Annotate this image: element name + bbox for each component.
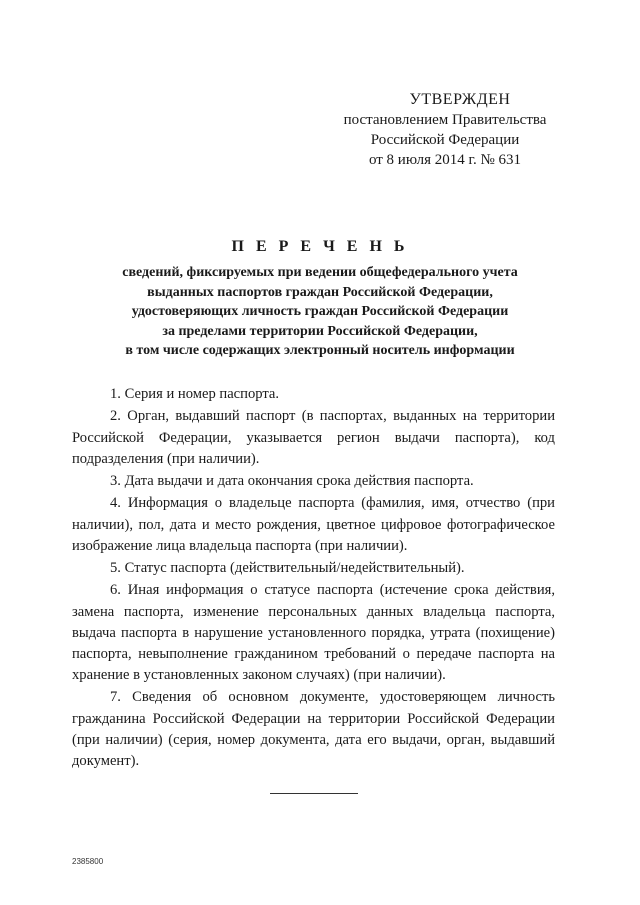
document-number: 2385800 xyxy=(72,857,104,866)
document-title: П Е Р Е Ч Е Н Ь xyxy=(231,238,409,255)
approval-line: Российской Федерации xyxy=(370,132,520,148)
list-item: 1. Серия и номер паспорта. xyxy=(110,386,280,402)
approval-line: постановлением Правительства xyxy=(343,112,547,128)
subtitle-line: в том числе содержащих электронный носитель информации xyxy=(125,343,515,358)
subtitle-line: выданных паспортов граждан Российской Федерации, xyxy=(147,284,493,300)
approval-stamp: УТВЕРЖДЕН xyxy=(409,91,511,108)
list-item: 4. Информация о владельце паспорта (фамилия, имя, отчество (при наличии), пол, дата и место рождения, цветное цифровое фотографическое изображение лица владельца паспорта (при наличии). xyxy=(72,495,555,554)
subtitle-line: за пределами территории Российской Федерации, xyxy=(162,323,478,339)
list-item: 7. Сведения об основном документе, удостоверяющем личность гражданина Российской Федерации на территории Российской Федерации (при наличии) (серия, номер документа, дата его выдачи, орган, выдавший документ). xyxy=(72,689,555,770)
subtitle-line: сведений, фиксируемых при ведении общефедерального учета xyxy=(122,265,518,280)
list-item: 6. Иная информация о статусе паспорта (истечение срока действия, замена паспорта, изменение персональных данных владельца паспорта, выдача паспорта в нарушение установленного порядка, утрата (похищение) паспорта, невыполнение гражданином требований о передаче паспорта на хранение в установленных законом случаях) (при наличии). xyxy=(72,582,555,684)
list-item: 2. Орган, выдавший паспорт (в паспортах, выданных на территории Российской Федерации, указывается регион выдачи паспорта), код подразделения (при наличии). xyxy=(72,408,555,467)
list-item: 5. Статус паспорта (действительный/недействительный). xyxy=(110,560,465,576)
list-item: 3. Дата выдачи и дата окончания срока действия паспорта. xyxy=(110,473,474,489)
end-divider xyxy=(270,793,358,794)
approval-date-line: от 8 июля 2014 г. № 631 xyxy=(368,152,522,168)
items-list xyxy=(72,384,555,773)
subtitle-line: удостоверяющих личность граждан Российской Федерации xyxy=(131,304,509,319)
document-subtitle xyxy=(90,263,550,361)
approval-block xyxy=(340,90,550,170)
